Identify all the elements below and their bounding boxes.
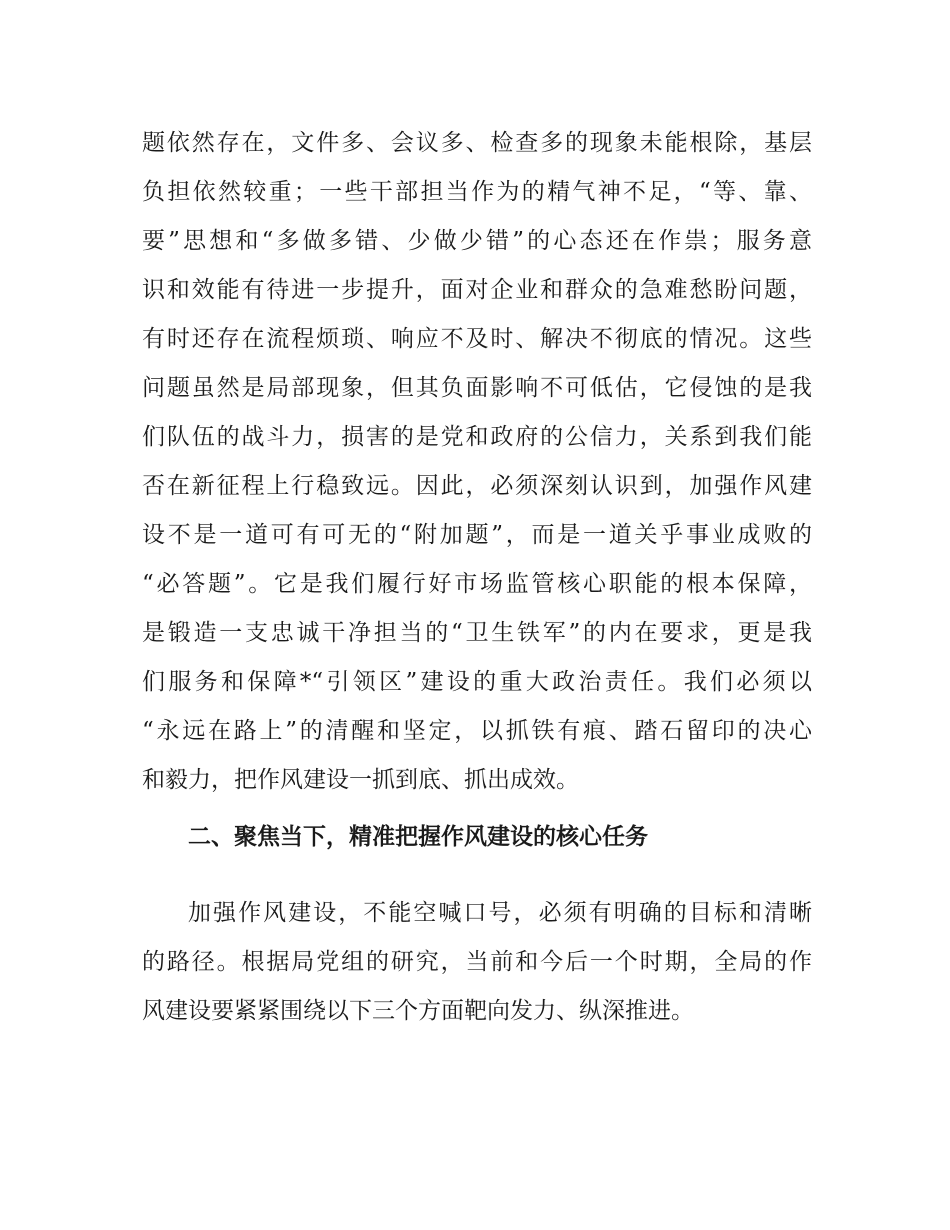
paragraph-line: 要”思想和“多做多错、少做少错”的心态还在作祟；服务意 <box>142 228 812 254</box>
paragraph-line: 题依然存在，文件多、会议多、检查多的现象未能根除，基层 <box>142 130 812 156</box>
paragraph-line: 加强作风建设，不能空喊口号，必须有明确的目标和清晰 <box>188 900 812 926</box>
paragraph-line: 设不是一道可有可无的“附加题”，而是一道关乎事业成败的 <box>142 522 812 548</box>
paragraph-line: 是锻造一支忠诚干净担当的“卫生铁军”的内在要求，更是我 <box>142 620 812 646</box>
section-heading-text: 二、聚焦当下，精准把握作风建设的核心任务 <box>188 824 648 850</box>
paragraph-line: 负担依然较重；一些干部担当作为的精气神不足，“等、靠、 <box>142 179 812 205</box>
body-paragraph-2 <box>142 889 812 1036</box>
paragraph-line: 和毅力，把作风建设一抓到底、抓出成效。 <box>142 767 579 793</box>
paragraph-line: 们服务和保障*“引领区”建设的重大政治责任。我们必须以 <box>142 669 812 695</box>
paragraph-line: 否在新征程上行稳致远。因此，必须深刻认识到，加强作风建 <box>142 473 812 499</box>
paragraph-line: 们队伍的战斗力，损害的是党和政府的公信力，关系到我们能 <box>142 424 812 450</box>
paragraph-line: 有时还存在流程烦琐、响应不及时、解决不彻底的情况。这些 <box>142 326 812 352</box>
paragraph-line: “必答题”。它是我们履行好市场监管核心职能的根本保障， <box>142 571 812 597</box>
paragraph-line: “永远在路上”的清醒和坚定，以抓铁有痕、踏石留印的决心 <box>142 718 812 744</box>
paragraph-line: 识和效能有待进一步提升，面对企业和群众的急难愁盼问题， <box>142 277 812 303</box>
paragraph-line: 风建设要紧紧围绕以下三个方面靶向发力、纵深推进。 <box>142 998 694 1024</box>
paragraph-line: 的路径。根据局党组的研究，当前和今后一个时期，全局的作 <box>142 949 812 975</box>
section-heading-2 <box>142 813 812 862</box>
paragraph-line: 问题虽然是局部现象，但其负面影响不可低估，它侵蚀的是我 <box>142 375 812 401</box>
body-paragraph-1 <box>142 119 812 805</box>
